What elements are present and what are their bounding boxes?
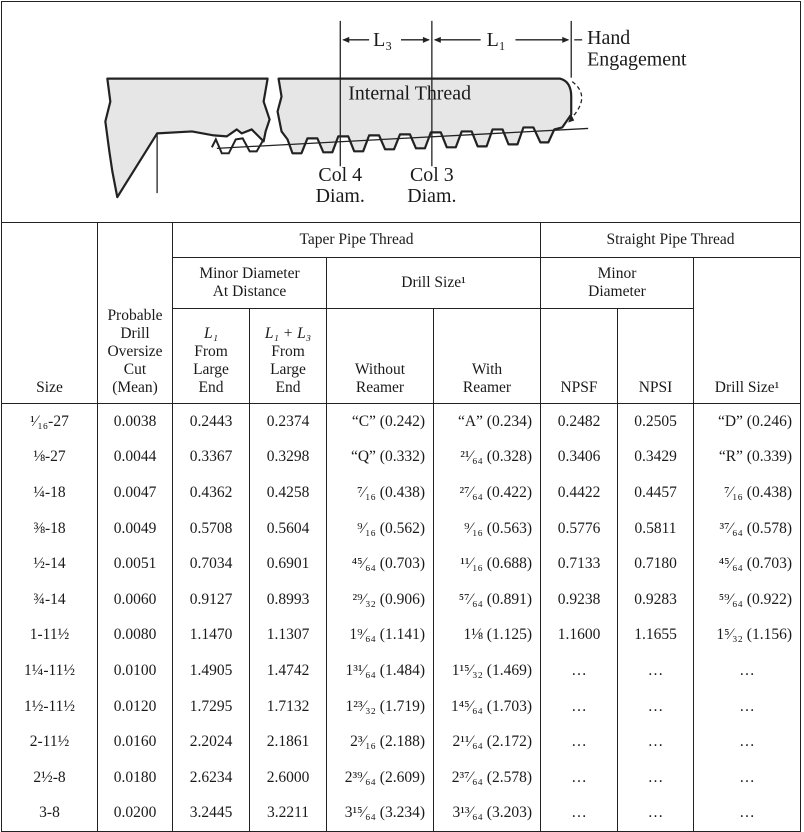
table-cell: 1⅛ (1.125)	[434, 618, 541, 654]
header-line: (Mean)	[112, 379, 158, 396]
table-cell: 0.0160	[98, 724, 173, 760]
header-line: With	[471, 361, 503, 378]
header-line: Cut	[123, 361, 147, 378]
header-line: Probable	[107, 307, 163, 324]
table-row	[2, 760, 801, 796]
thread-diagram-svg	[2, 2, 800, 222]
header-line: L₁ + L₃	[264, 325, 312, 342]
table-cell: ²⁹⁄₃₂ (0.906)	[327, 582, 434, 618]
table-cell: ¹¹⁄₁₆ (0.688)	[434, 546, 541, 582]
table-cell: 3.2211	[250, 796, 327, 832]
table-cell: 0.2443	[173, 404, 250, 440]
header-without-reamer	[327, 309, 434, 404]
table-cell: 0.0047	[98, 475, 173, 511]
table-cell: …	[694, 760, 801, 796]
col3-diam-label: Diam.	[407, 185, 457, 208]
table-row	[2, 440, 801, 476]
table-cell: 0.3367	[173, 440, 250, 476]
table-cell: ²¹⁄₆₄ (0.328)	[434, 440, 541, 476]
table-row	[2, 475, 801, 511]
table-cell: 0.3429	[618, 440, 694, 476]
table-cell: 1²³⁄₃₂ (1.719)	[327, 689, 434, 725]
header-l1	[173, 309, 250, 404]
header-line: Drill	[120, 325, 150, 342]
table-cell: 0.0044	[98, 440, 173, 476]
table-cell: 2.6234	[173, 760, 250, 796]
table-cell: 0.5708	[173, 511, 250, 547]
table-cell: 0.0180	[98, 760, 173, 796]
table-row	[2, 618, 801, 654]
table-cell: ²⁷⁄₆₄ (0.422)	[434, 475, 541, 511]
table-cell: 0.0200	[98, 796, 173, 832]
table-cell: 2½-8	[2, 760, 98, 796]
table-cell: 1¹⁵⁄₃₂ (1.469)	[434, 653, 541, 689]
hand-label: Hand	[587, 26, 631, 49]
table-cell: 0.6901	[250, 546, 327, 582]
table-cell: ⁴⁵⁄₆₄ (0.703)	[694, 546, 801, 582]
table-cell: “C” (0.242)	[327, 404, 434, 440]
header-line: At Distance	[212, 283, 287, 300]
pipe-thread-table	[1, 222, 801, 832]
table-row	[2, 582, 801, 618]
header-line: Diameter	[588, 283, 646, 300]
table-cell: 0.2505	[618, 404, 694, 440]
header-line: End	[275, 379, 301, 396]
table-cell: 0.5604	[250, 511, 327, 547]
table-cell: 0.2374	[250, 404, 327, 440]
table-cell: 0.0100	[98, 653, 173, 689]
table-row	[2, 511, 801, 547]
table-cell: “R” (0.339)	[694, 440, 801, 476]
table-cell: 0.9238	[541, 582, 618, 618]
table-row	[2, 796, 801, 832]
table-cell: ¹⁄₁₆-27	[2, 404, 98, 440]
header-minor-distance	[173, 258, 327, 309]
table-cell: 2¹¹⁄₆₄ (2.172)	[434, 724, 541, 760]
table-cell: ½-14	[2, 546, 98, 582]
table-cell: 0.7133	[541, 546, 618, 582]
thread-diagram	[1, 1, 801, 222]
table-cell: ¾-14	[2, 582, 98, 618]
header-minor-diameter	[541, 258, 694, 309]
header-line: L₁	[203, 325, 218, 342]
table-cell: 1-11½	[2, 618, 98, 654]
table-cell: …	[694, 724, 801, 760]
header-oversize	[98, 223, 173, 404]
table-cell: …	[618, 760, 694, 796]
table-cell: …	[541, 760, 618, 796]
table-cell: 0.0060	[98, 582, 173, 618]
table-cell: 0.2482	[541, 404, 618, 440]
pipe-left-section	[105, 79, 269, 197]
table-cell: 0.7034	[173, 546, 250, 582]
table-cell: 2-11½	[2, 724, 98, 760]
table-cell: ⁹⁄₁₆ (0.562)	[327, 511, 434, 547]
table-cell: 0.3406	[541, 440, 618, 476]
l1-label: L₁	[486, 28, 506, 51]
table-cell: 1.1470	[173, 618, 250, 654]
table-cell: 3¹³⁄₆₄ (3.203)	[434, 796, 541, 832]
table-cell: 2.6000	[250, 760, 327, 796]
table-row	[2, 689, 801, 725]
table-cell: 2.2024	[173, 724, 250, 760]
table-cell: ⁷⁄₁₆ (0.438)	[694, 475, 801, 511]
table-cell: ¼-18	[2, 475, 98, 511]
table-row	[2, 404, 801, 440]
internal-thread-label: Internal Thread	[348, 82, 472, 105]
table-cell: ⅜-18	[2, 511, 98, 547]
table-cell: 1½-11½	[2, 689, 98, 725]
table-cell: “D” (0.246)	[694, 404, 801, 440]
table-cell: 0.0120	[98, 689, 173, 725]
header-line: Minor Diameter	[199, 265, 300, 282]
table-cell: 0.3298	[250, 440, 327, 476]
header-straight: Straight Pipe Thread	[541, 223, 801, 258]
table-cell: ⁵⁹⁄₆₄ (0.922)	[694, 582, 801, 618]
table-cell: ⅛-27	[2, 440, 98, 476]
table-cell: …	[618, 796, 694, 832]
table-cell: …	[541, 796, 618, 832]
table-cell: ⁹⁄₁₆ (0.563)	[434, 511, 541, 547]
header-line: Large	[193, 361, 229, 378]
table-cell: …	[541, 689, 618, 725]
table-cell: 3.2445	[173, 796, 250, 832]
table-cell: …	[694, 689, 801, 725]
table-cell: 0.5811	[618, 511, 694, 547]
table-cell: ³⁷⁄₆₄ (0.578)	[694, 511, 801, 547]
table-cell: 0.8993	[250, 582, 327, 618]
table-cell: 1⁹⁄₆₄ (1.141)	[327, 618, 434, 654]
col4-diam-label: Diam.	[315, 185, 365, 208]
table-cell: 3-8	[2, 796, 98, 832]
table-cell: 3¹⁵⁄₆₄ (3.234)	[327, 796, 434, 832]
header-line: Without	[354, 361, 406, 378]
table-row	[2, 653, 801, 689]
table-cell: 1.4742	[250, 653, 327, 689]
table-cell: “A” (0.234)	[434, 404, 541, 440]
header-line: End	[198, 379, 224, 396]
table-cell: 0.4258	[250, 475, 327, 511]
table-cell: 1⁵⁄₃₂ (1.156)	[694, 618, 801, 654]
table-body	[2, 404, 801, 832]
header-line: Reamer	[462, 379, 512, 396]
table-cell: 1⁴⁵⁄₆₄ (1.703)	[434, 689, 541, 725]
table-cell: 1.4905	[173, 653, 250, 689]
col3-label: Col 3	[410, 164, 454, 187]
col4-label: Col 4	[318, 164, 363, 187]
table-cell: 0.0038	[98, 404, 173, 440]
header-straight-drill-size: Drill Size¹	[694, 258, 801, 404]
table-cell: 0.0051	[98, 546, 173, 582]
table-cell: …	[618, 724, 694, 760]
table-cell: 0.4422	[541, 475, 618, 511]
table-cell: 0.4362	[173, 475, 250, 511]
engagement-label: Engagement	[587, 48, 687, 71]
l3-label: L₃	[373, 28, 393, 51]
table-cell: 1.7132	[250, 689, 327, 725]
table-cell: ⁴⁵⁄₆₄ (0.703)	[327, 546, 434, 582]
table-cell: …	[541, 724, 618, 760]
header-line: Oversize	[107, 343, 163, 360]
table-cell: …	[541, 653, 618, 689]
table-cell: 1.1307	[250, 618, 327, 654]
table-cell: …	[694, 796, 801, 832]
table-cell: 0.0049	[98, 511, 173, 547]
table-cell: …	[618, 689, 694, 725]
header-npsi: NPSI	[618, 309, 694, 404]
header-line: Large	[270, 361, 306, 378]
table-cell: 0.4457	[618, 475, 694, 511]
header-with-reamer	[434, 309, 541, 404]
header-line: From	[271, 343, 305, 360]
table-row	[2, 724, 801, 760]
table-cell: …	[618, 653, 694, 689]
table-cell: 1³¹⁄₆₄ (1.484)	[327, 653, 434, 689]
header-npsf: NPSF	[541, 309, 618, 404]
header-l1-l3	[250, 309, 327, 404]
table-cell: 0.9127	[173, 582, 250, 618]
table-cell: “Q” (0.332)	[327, 440, 434, 476]
table-cell: 2³⁄₁₆ (2.188)	[327, 724, 434, 760]
header-line: From	[194, 343, 228, 360]
table-cell: 0.9283	[618, 582, 694, 618]
table-cell: …	[694, 653, 801, 689]
header-taper: Taper Pipe Thread	[173, 223, 541, 258]
table-cell: 2³⁷⁄₆₄ (2.578)	[434, 760, 541, 796]
table-cell: 0.0080	[98, 618, 173, 654]
header-line: Reamer	[355, 379, 405, 396]
table-cell: 0.7180	[618, 546, 694, 582]
table-cell: 1.7295	[173, 689, 250, 725]
header-drill-size: Drill Size¹	[327, 258, 541, 309]
table-cell: 2³⁹⁄₆₄ (2.609)	[327, 760, 434, 796]
table-cell: 1¼-11½	[2, 653, 98, 689]
table-cell: 0.5776	[541, 511, 618, 547]
header-line: Minor	[597, 265, 637, 282]
header-size: Size	[2, 223, 98, 404]
table-cell: ⁵⁷⁄₆₄ (0.891)	[434, 582, 541, 618]
table-cell: 2.1861	[250, 724, 327, 760]
table-row	[2, 546, 801, 582]
table-cell: 1.1655	[618, 618, 694, 654]
table-cell: ⁷⁄₁₆ (0.438)	[327, 475, 434, 511]
table-cell: 1.1600	[541, 618, 618, 654]
